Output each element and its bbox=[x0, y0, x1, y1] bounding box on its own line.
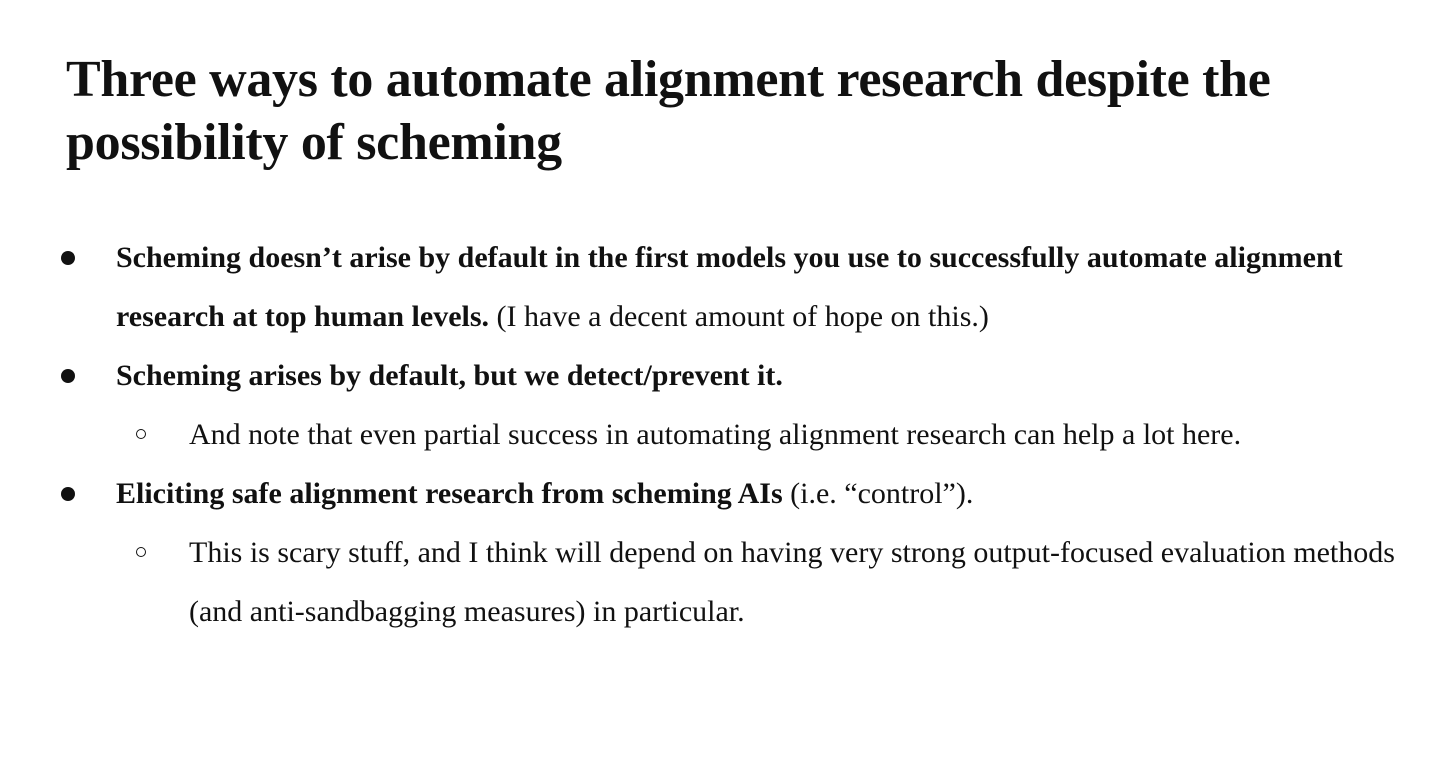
bullet-item-1 bbox=[0, 228, 1456, 346]
sub-bullet-circle-icon bbox=[136, 547, 146, 557]
bullet-text: (i.e. “control”). bbox=[782, 477, 974, 510]
bullet-bold-text: Eliciting safe alignment research from scheming AIs bbox=[116, 477, 783, 510]
bullet-bold-text: Scheming arises by default, but we detect/prevent it. bbox=[116, 359, 783, 392]
bullet-item-3 bbox=[0, 464, 1456, 523]
bullet-item-2 bbox=[0, 346, 1456, 405]
slide-title: Three ways to automate alignment research despite the possibility of scheming bbox=[66, 51, 1271, 171]
bullet-text: (I have a decent amount of hope on this.) bbox=[489, 300, 989, 333]
bullet-list bbox=[0, 228, 1456, 641]
bullet-bold-text: Scheming doesn’t arise by default in the first models you use to successfully automate alignment research at top human levels. bbox=[116, 241, 1343, 333]
sub-bullet-circle-icon bbox=[136, 429, 146, 439]
sub-bullet-item-2 bbox=[0, 405, 1456, 464]
sub-bullet-text: This is scary stuff, and I think will depend on having very strong output-focused evaluation methods (and anti-sandbagging measures) in particular. bbox=[189, 536, 1395, 628]
bullet-dot-icon bbox=[61, 251, 75, 265]
sub-bullet-text: And note that even partial success in automating alignment research can help a lot here. bbox=[189, 418, 1242, 451]
bullet-dot-icon bbox=[61, 487, 75, 501]
sub-bullet-item-3 bbox=[0, 523, 1456, 641]
bullet-dot-icon bbox=[61, 369, 75, 383]
